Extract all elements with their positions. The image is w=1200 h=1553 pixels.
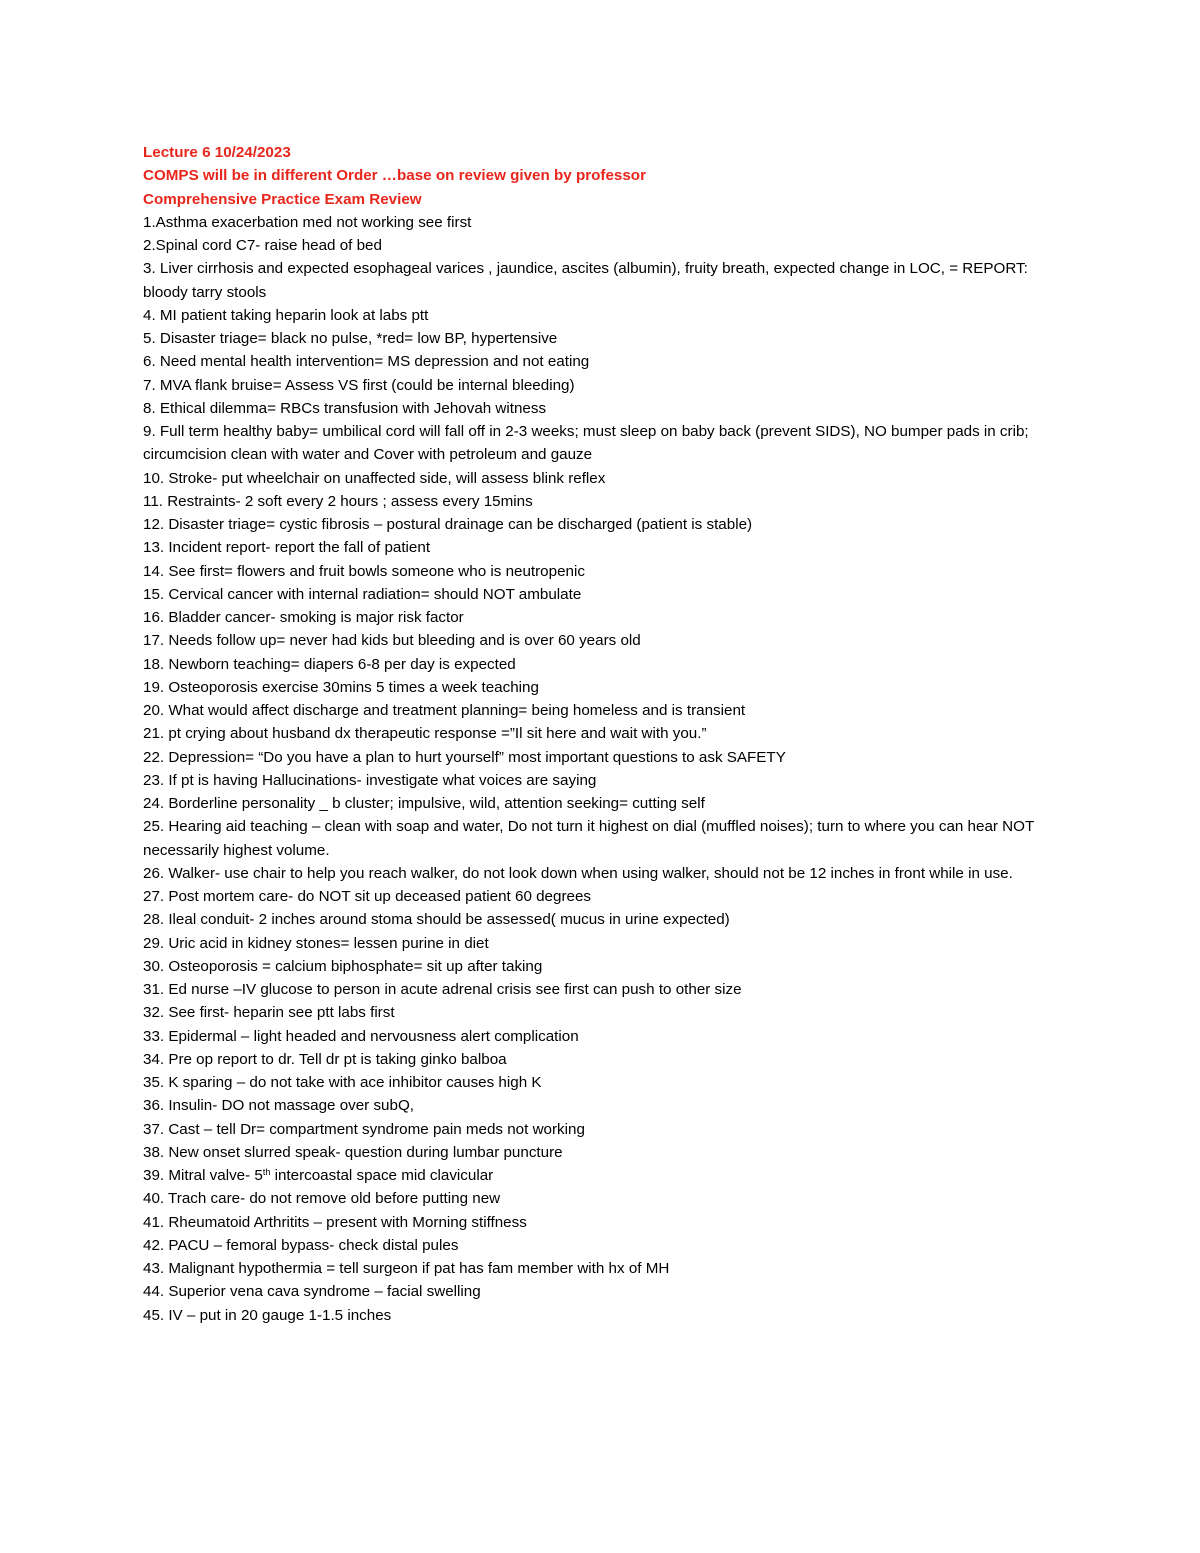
- list-item: 27. Post mortem care- do NOT sit up deceased patient 60 degrees: [143, 888, 591, 905]
- list-item: 24. Borderline personality _ b cluster; impulsive, wild, attention seeking= cutting self: [143, 795, 705, 812]
- review-title: Comprehensive Practice Exam Review: [143, 190, 422, 208]
- item-39-text: 39. Mitral valve- 5: [143, 1167, 263, 1184]
- list-item: 30. Osteoporosis = calcium biphosphate= sit up after taking: [143, 957, 543, 975]
- lecture-title: Lecture 6 10/24/2023: [143, 144, 291, 161]
- list-item: 7. MVA flank bruise= Assess VS first (could be internal bleeding): [143, 376, 575, 394]
- list-item: 41. Rheumatoid Arthritits – present with Morning stiffness: [143, 1213, 527, 1231]
- list-item: 13. Incident report- report the fall of patient: [143, 539, 431, 557]
- list-item: 34. Pre op report to dr. Tell dr pt is taking ginko balboa: [143, 1050, 507, 1068]
- item-39-superscript: th: [262, 1167, 271, 1177]
- item-39-rest: intercoastal space mid clavicular: [270, 1167, 494, 1184]
- comps-note: COMPS will be in different Order …base on review given by professor: [143, 167, 646, 185]
- list-item: 11. Restraints- 2 soft every 2 hours ; assess every 15mins: [143, 492, 533, 510]
- list-item: 33. Epidermal – light headed and nervousness alert complication: [143, 1027, 579, 1045]
- list-item: 29. Uric acid in kidney stones= lessen purine in diet: [143, 934, 489, 952]
- list-item: 9. Full term healthy baby= umbilical cord will fall off in 2-3 weeks; must sleep on baby back (prevent SIDS), NO bumper pads in crib; circumcision clean with water and Cover with petroleum and gauze: [143, 423, 1029, 464]
- list-item: 19. Osteoporosis exercise 30mins 5 times a week teaching: [143, 678, 539, 696]
- list-item: 35. K sparing – do not take with ace inhibitor causes high K: [143, 1074, 542, 1091]
- list-item: 8. Ethical dilemma= RBCs transfusion with Jehovah witness: [143, 399, 547, 417]
- list-item: 3. Liver cirrhosis and expected esophageal varices , jaundice, ascites (albumin), fruity breath, expected change in LOC, = REPORT: bloody tarry stools: [143, 260, 1028, 301]
- list-item: 10. Stroke- put wheelchair on unaffected side, will assess blink reflex: [143, 469, 606, 487]
- list-item: 12. Disaster triage= cystic fibrosis – postural drainage can be discharged (patient is stable): [143, 516, 753, 533]
- list-item: 14. See first= flowers and fruit bowls someone who is neutropenic: [143, 562, 585, 580]
- list-item: 15. Cervical cancer with internal radiation= should NOT ambulate: [143, 585, 582, 603]
- list-item: 28. Ileal conduit- 2 inches around stoma should be assessed( mucus in urine expected): [143, 911, 730, 929]
- list-item: 44. Superior vena cava syndrome – facial swelling: [143, 1283, 481, 1301]
- list-item: 26. Walker- use chair to help you reach walker, do not look down when using walker, should not be 12 inches in front while in use.: [143, 864, 1013, 882]
- list-item: 6. Need mental health intervention= MS depression and not eating: [143, 353, 590, 371]
- list-item: 5. Disaster triage= black no pulse, *red= low BP, hypertensive: [143, 330, 558, 347]
- list-item: 31. Ed nurse –IV glucose to person in acute adrenal crisis see first can push to other size: [143, 981, 742, 998]
- list-item: 32. See first- heparin see ptt labs first: [143, 1004, 395, 1022]
- list-item: 36. Insulin- DO not massage over subQ,: [143, 1097, 414, 1115]
- list-item: 23. If pt is having Hallucinations- investigate what voices are saying: [143, 771, 597, 789]
- list-item: 42. PACU – femoral bypass- check distal pules: [143, 1236, 459, 1254]
- list-item: 43. Malignant hypothermia = tell surgeon if pat has fam member with hx of MH: [143, 1260, 670, 1277]
- list-item: 40. Trach care- do not remove old before putting new: [143, 1190, 501, 1208]
- list-item-39: [143, 1164, 1063, 1187]
- list-item: 20. What would affect discharge and treatment planning= being homeless and is transient: [143, 702, 746, 719]
- list-item: 25. Hearing aid teaching – clean with soap and water, Do not turn it highest on dial (muffled noises); turn to where you can hear NOT necessarily highest volume.: [143, 818, 1034, 859]
- list-item: 17. Needs follow up= never had kids but bleeding and is over 60 years old: [143, 632, 641, 650]
- list-item: 38. New onset slurred speak- question during lumbar puncture: [143, 1143, 563, 1161]
- list-item: 37. Cast – tell Dr= compartment syndrome pain meds not working: [143, 1120, 585, 1138]
- list-item: 1.Asthma exacerbation med not working see first: [143, 213, 472, 231]
- list-item: 16. Bladder cancer- smoking is major risk factor: [143, 609, 464, 626]
- list-item: 2.Spinal cord C7- raise head of bed: [143, 237, 382, 254]
- list-item: 45. IV – put in 20 gauge 1-1.5 inches: [143, 1306, 392, 1324]
- list-item: 18. Newborn teaching= diapers 6-8 per day is expected: [143, 655, 516, 673]
- list-item: 22. Depression= “Do you have a plan to hurt yourself” most important questions to ask SAFETY: [143, 748, 786, 766]
- document-body: [143, 141, 1063, 1327]
- list-item: 21. pt crying about husband dx therapeutic response =”Il sit here and wait with you.”: [143, 725, 707, 743]
- list-item: 4. MI patient taking heparin look at labs ptt: [143, 306, 429, 324]
